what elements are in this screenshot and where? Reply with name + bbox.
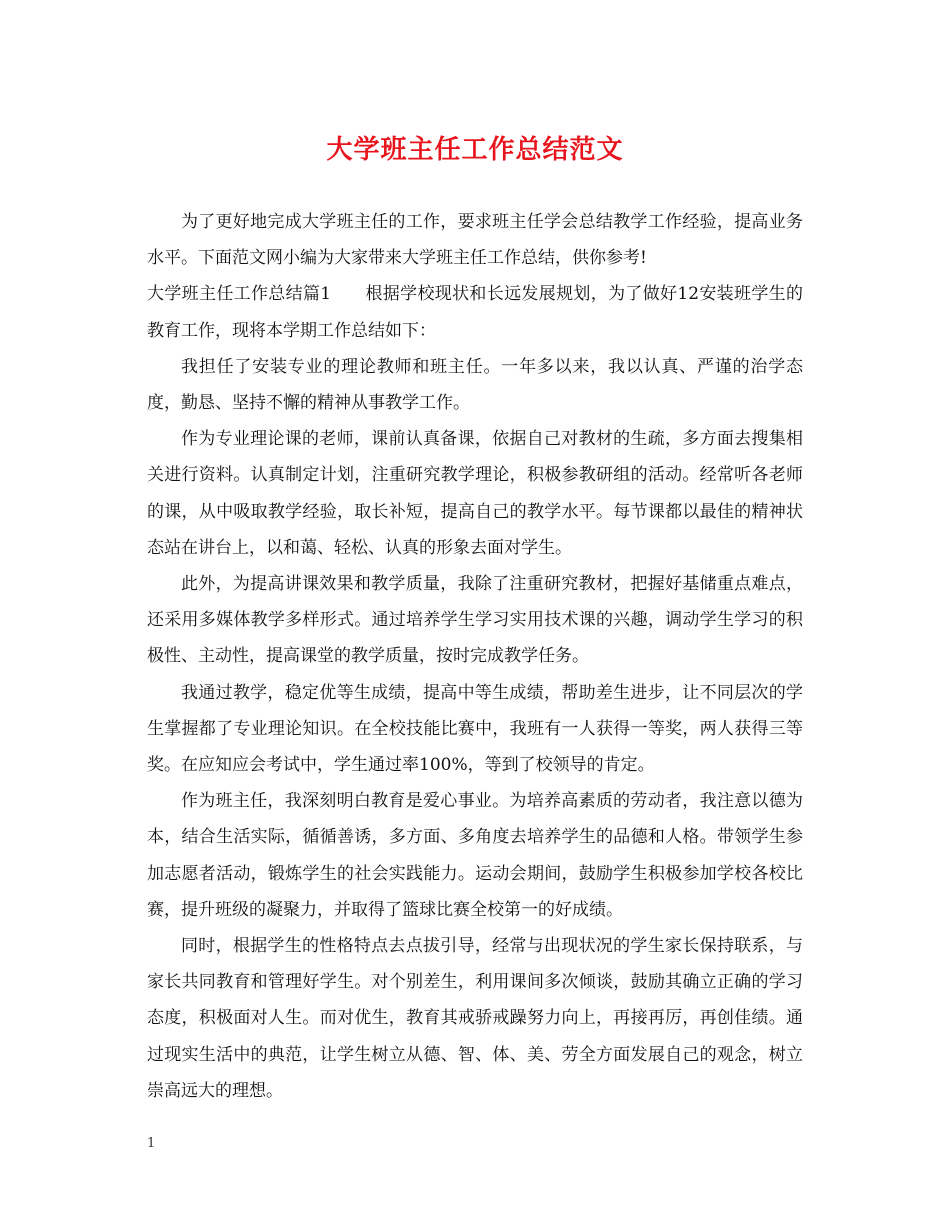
body-paragraph: 此外，为提高讲课效果和教学质量，我除了注重研究教材，把握好基储重点难点，还采用多媒体教学多样形式。通过培养学生学习实用技术课的兴趣，调动学生学习的积极性、主动性，提高课堂的教学质量，按时完成教学任务。 xyxy=(147,574,803,667)
intro-paragraph: 为了更好地完成大学班主任的工作，要求班主任学会总结教学工作经验，提高业务水平。下面范文网小编为大家带来大学班主任工作总结，供你参考! xyxy=(147,212,803,269)
page-number: 1 xyxy=(147,1136,156,1151)
section-heading: 大学班主任工作总结篇1 xyxy=(147,284,332,305)
body-paragraph: 我通过教学，稳定优等生成绩，提高中等生成绩，帮助差生进步，让不同层次的学生掌握都了专业理论知识。在全校技能比赛中，我班有一人获得一等奖，两人获得三等奖。在应知应会考试中，学生通过率100%，等到了校领导的肯定。 xyxy=(147,682,803,776)
body-paragraph: 我担任了安装专业的理论教师和班主任。一年多以来，我以认真、严谨的治学态度，勤恳、坚持不懈的精神从事教学工作。 xyxy=(147,356,803,414)
body-paragraph: 作为专业理论课的老师，课前认真备课，依据自己对教材的生疏，多方面去搜集相关进行资料。认真制定计划，注重研究教学理论，积极参教研组的活动。经常听各老师的课，从中吸取教学经验，取长补短，提高自己的教学水平。每节课都以最佳的精神状态站在讲台上，以和蔼、轻松、认真的形象去面对学生。 xyxy=(147,429,803,558)
section-first-text: 根据学校现状和长远发展规划，为了做好12安装班学生的教育工作，现将本学期工作总结如下： xyxy=(147,284,803,341)
document-body xyxy=(147,204,803,1109)
document-title: 大学班主任工作总结范文 xyxy=(326,135,624,165)
body-paragraph: 同时，根据学生的性格特点去点拔引导，经常与出现状况的学生家长保持联系，与家长共同教育和管理好学生。对个别差生，利用课间多次倾谈，鼓励其确立正确的学习态度，积极面对人生。而对优生，教育其戒骄戒躁努力向上，再接再厉，再创佳绩。通过现实生活中的典范，让学生树立从德、智、体、美、劳全方面发展自己的观念，树立崇高远大的理想。 xyxy=(147,936,803,1101)
body-paragraph: 作为班主任，我深刻明白教育是爱心事业。为培养高素质的劳动者，我注意以德为本，结合生活实际，循循善诱，多方面、多角度去培养学生的品德和人格。带领学生参加志愿者活动，锻炼学生的社会实践能力。运动会期间，鼓励学生积极参加学校各校比赛，提升班级的凝聚力，并取得了篮球比赛全校第一的好成绩。 xyxy=(147,791,803,920)
section-paragraph xyxy=(147,276,803,348)
